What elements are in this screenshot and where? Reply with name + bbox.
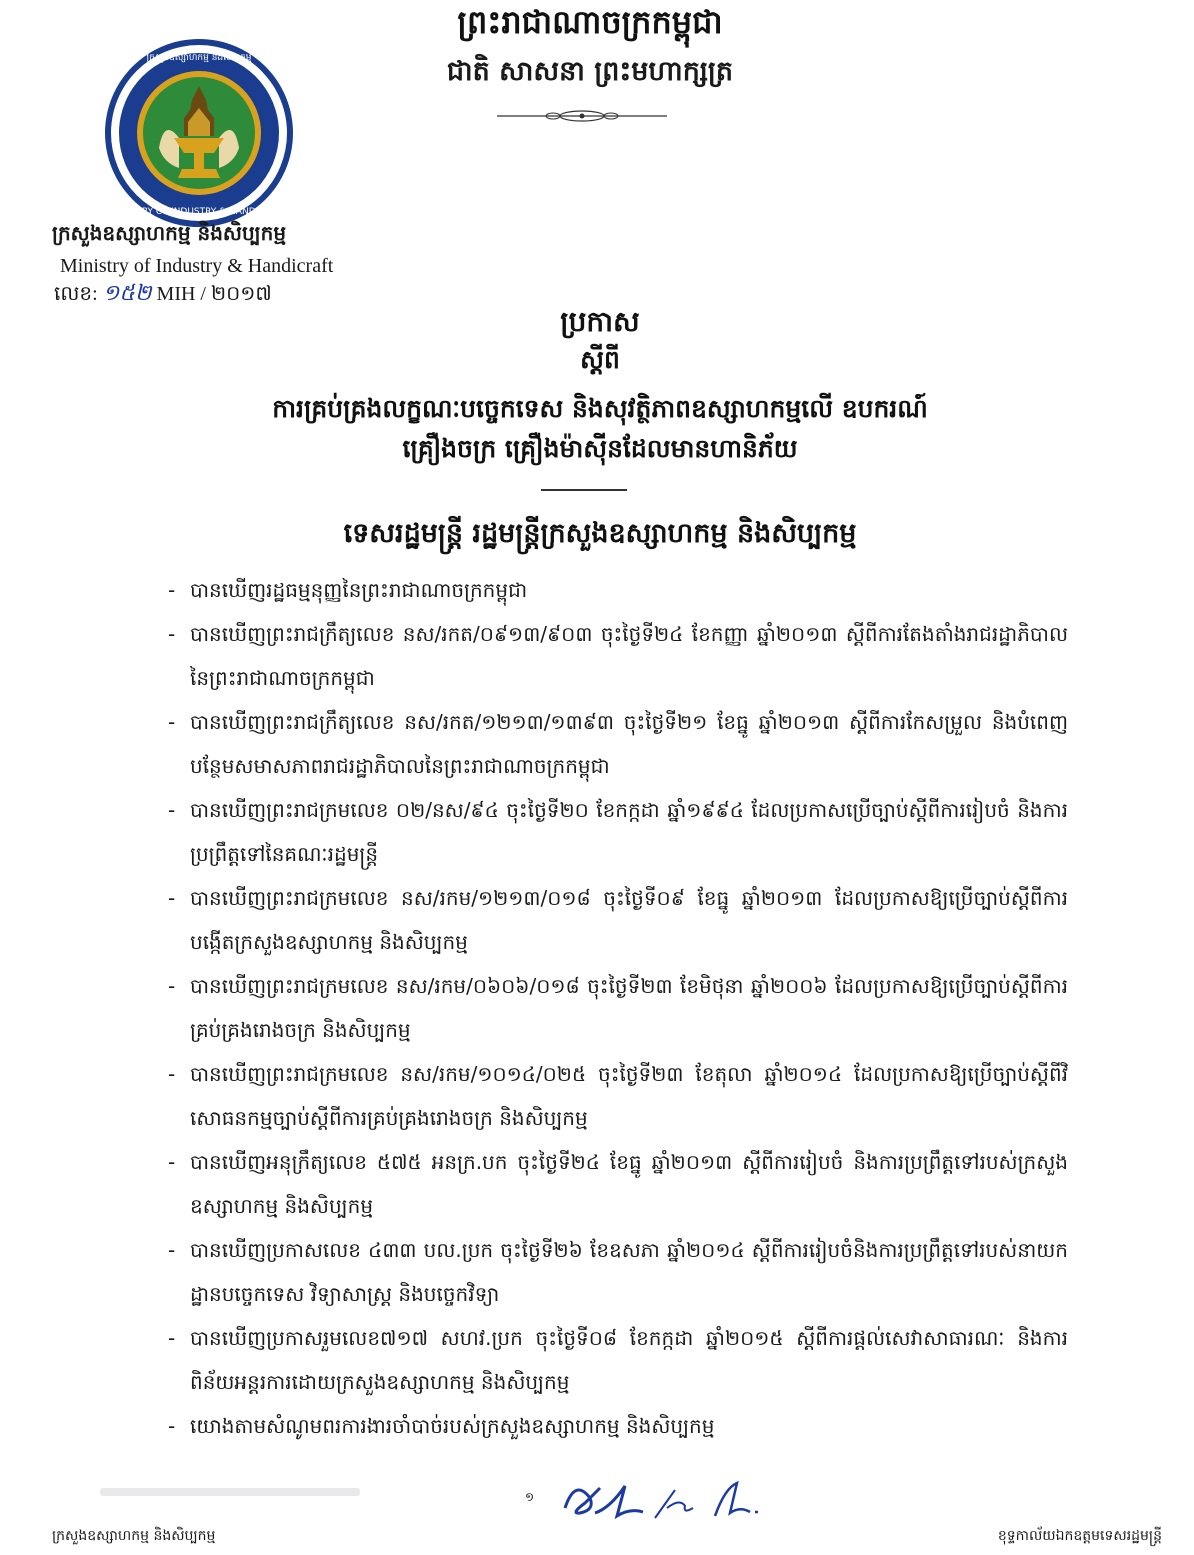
- legal-references-list: [168, 568, 1068, 1448]
- list-item: - បានឃើញអនុក្រឹត្យលេខ ៥៧៥ អនក្រ.បក ចុះថ្ងៃទី២៤ ខែធ្នូ ឆ្នាំ២០១៣ ស្តីពីការរៀបចំ និងការប្រព្រឹត្តទៅរបស់ក្រសួងឧស្សាហកម្ម និងសិប្បកម្ម: [168, 1150, 1068, 1218]
- list-item: - បានឃើញព្រះរាជក្រមលេខ នស/រកម/០៦០៦/០១៨ ចុះថ្ងៃទី២៣ ខែមិថុនា ឆ្នាំ២០០៦ ដែលប្រកាសឱ្យប្រើច្បាប់ស្តីពីការគ្រប់គ្រងរោងចក្រ និងសិប្បកម្ម: [168, 974, 1068, 1042]
- list-item: - បានឃើញព្រះរាជក្រមលេខ ០២/នស/៩៤ ចុះថ្ងៃទី២០ ខែកក្កដា ឆ្នាំ១៩៩៤ ដែលប្រកាសប្រើច្បាប់ស្តីពីការរៀបចំ និងការប្រព្រឹត្តទៅនៃគណៈរដ្ឋមន្ត្រី: [168, 798, 1068, 866]
- document-title-line1: ការគ្រប់គ្រងលក្ខណៈបច្ចេកទេស និងសុវត្ថិភាពឧស្សាហកម្មលើ ឧបករណ៍: [272, 394, 928, 423]
- reference-text: បានឃើញព្រះរាជក្រឹត្យលេខ នស/រកត/០៩១៣/៩០៣ ចុះថ្ងៃទី២៤ ខែកញ្ញា ឆ្នាំ២០១៣ ស្តីពីការតែងតាំងរាជរដ្ឋាភិបាល នៃព្រះរាជាណាចក្រកម្ពុជា: [190, 622, 1068, 690]
- document-type: ប្រកាស: [560, 305, 640, 338]
- list-item: - បានឃើញប្រកាសរួមលេខ៧១៧ សហវ.ប្រក ចុះថ្ងៃទី០៨ ខែកក្កដា ឆ្នាំ២០១៥ ស្តីពីការផ្តល់សេវាសាធារណៈ និងការពិន័យអន្តរការដោយក្រសួងឧស្សាហកម្ម និងសិប្បកម្ម: [168, 1326, 1068, 1394]
- kingdom-title: ព្រះរាជាណាចក្រកម្ពុជា: [457, 3, 723, 41]
- footer-cabinet: ខុទ្ទកាល័យឯកឧត្តមទេសរដ្ឋមន្ត្រី: [997, 1528, 1162, 1544]
- logo-caption: MINISTRY OF INDUSTRY & HANDICRAFT: [110, 207, 288, 217]
- list-item: - បានឃើញព្រះរាជក្រមលេខ នស/រកម/១២១៣/០១៨ ចុះថ្ងៃទី០៩ ខែធ្នូ ឆ្នាំ២០១៣ ដែលប្រកាសឱ្យប្រើច្បាប់ស្តីពីការបង្កើតក្រសួងឧស្សាហកម្ម និងសិប្បកម្ម: [168, 886, 1068, 954]
- title-divider: [541, 489, 627, 491]
- reference-label: លេខ:: [54, 283, 98, 305]
- reference-text: បានឃើញព្រះរាជក្រមលេខ នស/រកម/០៦០៦/០១៨ ចុះថ្ងៃទី២៣ ខែមិថុនា ឆ្នាំ២០០៦ ដែលប្រកាសឱ្យប្រើច្បាប់ស្តីពីការគ្រប់គ្រងរោងចក្រ និងសិប្បកម្ម: [190, 974, 1068, 1042]
- reference-text: បានឃើញរដ្ឋធម្មនុញ្ញនៃព្រះរាជាណាចក្រកម្ពុជា: [190, 578, 528, 602]
- reference-text: បានឃើញអនុក្រឹត្យលេខ ៥៧៥ អនក្រ.បក ចុះថ្ងៃទី២៤ ខែធ្នូ ឆ្នាំ២០១៣ ស្តីពីការរៀបចំ និងការប្រព្រឹត្តទៅរបស់ក្រសួងឧស្សាហកម្ម និងសិប្បកម្ម: [190, 1150, 1068, 1218]
- ornament-divider: [497, 108, 667, 124]
- reference-text: បានឃើញប្រកាសលេខ ៤៣៣ បល.ប្រក ចុះថ្ងៃទី២៦ ខែឧសភា ឆ្នាំ២០១៤ ស្តីពីការរៀបចំនិងការប្រព្រឹត្តទៅរបស់នាយកដ្ឋានបច្ចេកទេស វិទ្យាសាស្ត្រ និងបច្ចេកវិទ្យា: [190, 1238, 1068, 1306]
- ministry-name-khmer: ក្រសួងឧស្សាហកម្ម និងសិប្បកម្ម: [52, 221, 287, 245]
- reference-text: បានឃើញព្រះរាជក្រឹត្យលេខ នស/រកត/១២១៣/១៣៩៣ ចុះថ្ងៃទី២១ ខែធ្នូ ឆ្នាំ២០១៣ ស្តីពីការកែសម្រួល និងបំពេញបន្ថែមសមាសភាពរាជរដ្ឋាភិបាលនៃព្រះរាជាណាចក្រកម្ពុជា: [190, 710, 1068, 778]
- reference-text: បានឃើញព្រះរាជក្រមលេខ នស/រកម/១០១៤/០២៥ ចុះថ្ងៃទី២៣ ខែតុលា ឆ្នាំ២០១៤ ដែលប្រកាសឱ្យប្រើច្បាប់ស្តីពីវិសោធនកម្មច្បាប់ស្តីពីការគ្រប់គ្រងរោងចក្រ និងសិប្បកម្ម: [190, 1062, 1068, 1130]
- national-motto: ជាតិ សាសនា ព្រះមហាក្សត្រ: [446, 56, 734, 87]
- document-about: ស្តីពី: [580, 345, 620, 374]
- ministry-logo: [104, 38, 294, 228]
- list-item: - បានឃើញព្រះរាជក្រឹត្យលេខ នស/រកត/១២១៣/១៣៩៣ ចុះថ្ងៃទី២១ ខែធ្នូ ឆ្នាំ២០១៣ ស្តីពីការកែសម្រួល និងបំពេញបន្ថែមសមាសភាពរាជរដ្ឋាភិបាលនៃព្រះរាជាណាចក្រកម្ពុជា: [168, 710, 1068, 778]
- list-item: - បានឃើញព្រះរាជក្រមលេខ នស/រកម/១០១៤/០២៥ ចុះថ្ងៃទី២៣ ខែតុលា ឆ្នាំ២០១៤ ដែលប្រកាសឱ្យប្រើច្បាប់ស្តីពីវិសោធនកម្មច្បាប់ស្តីពីការគ្រប់គ្រងរោងចក្រ និងសិប្បកម្ម: [168, 1062, 1068, 1130]
- reference-text: បានឃើញព្រះរាជក្រមលេខ នស/រកម/១២១៣/០១៨ ចុះថ្ងៃទី០៩ ខែធ្នូ ឆ្នាំ២០១៣ ដែលប្រកាសឱ្យប្រើច្បាប់ស្តីពីការបង្កើតក្រសួងឧស្សាហកម្ម និងសិប្បកម្ម: [190, 886, 1068, 954]
- reference-text: យោងតាមសំណូមពរការងារចាំបាច់របស់ក្រសួងឧស្សាហកម្ម និងសិប្បកម្ម: [190, 1414, 715, 1438]
- reference-text: បានឃើញព្រះរាជក្រមលេខ ០២/នស/៩៤ ចុះថ្ងៃទី២០ ខែកក្កដា ឆ្នាំ១៩៩៤ ដែលប្រកាសប្រើច្បាប់ស្តីពីការរៀបចំ និងការប្រព្រឹត្តទៅនៃគណៈរដ្ឋមន្ត្រី: [190, 798, 1068, 866]
- list-item: - យោងតាមសំណូមពរការងារចាំបាច់របស់ក្រសួងឧស្សាហកម្ម និងសិប្បកម្ម: [168, 1414, 715, 1438]
- faint-stamp-mark: [100, 1488, 360, 1496]
- document-issuer: ទេសរដ្ឋមន្ត្រី រដ្ឋមន្ត្រីក្រសួងឧស្សាហកម្ម និងសិប្បកម្ម: [343, 518, 857, 549]
- reference-suffix: MIH / ២០១៧: [156, 283, 272, 305]
- page-number: ១: [525, 1490, 535, 1504]
- reference-text: បានឃើញប្រកាសរួមលេខ៧១៧ សហវ.ប្រក ចុះថ្ងៃទី០៨ ខែកក្កដា ឆ្នាំ២០១៥ ស្តីពីការផ្តល់សេវាសាធារណៈ និងការពិន័យអន្តរការដោយក្រសួងឧស្សាហកម្ម និងសិប្បកម្ម: [190, 1326, 1068, 1394]
- signature-initials: [555, 1468, 785, 1530]
- list-item: - បានឃើញប្រកាសលេខ ៤៣៣ បល.ប្រក ចុះថ្ងៃទី២៦ ខែឧសភា ឆ្នាំ២០១៤ ស្តីពីការរៀបចំនិងការប្រព្រឹត្តទៅរបស់នាយកដ្ឋានបច្ចេកទេស វិទ្យាសាស្ត្រ និងបច្ចេកវិទ្យា: [168, 1238, 1068, 1306]
- ministry-name-english: Ministry of Industry & Handicraft: [60, 255, 334, 277]
- footer-ministry: ក្រសួងឧស្សាហកម្ម និងសិប្បកម្ម: [52, 1528, 216, 1544]
- list-item: - បានឃើញព្រះរាជក្រឹត្យលេខ នស/រកត/០៩១៣/៩០៣ ចុះថ្ងៃទី២៤ ខែកញ្ញា ឆ្នាំ២០១៣ ស្តីពីការតែងតាំងរាជរដ្ឋាភិបាល នៃព្រះរាជាណាចក្រកម្ពុជា: [168, 622, 1068, 690]
- list-item: - បានឃើញរដ្ឋធម្មនុញ្ញនៃព្រះរាជាណាចក្រកម្ពុជា: [168, 578, 528, 602]
- document-title-line2: គ្រឿងចក្រ គ្រឿងម៉ាស៊ីនដែលមានហានិភ័យ: [402, 434, 798, 463]
- logo-caption-kh: ក្រសួងឧស្សាហកម្ម និងសិប្បកម្ម: [146, 53, 252, 63]
- reference-handwritten-number: ១៥២: [102, 280, 152, 305]
